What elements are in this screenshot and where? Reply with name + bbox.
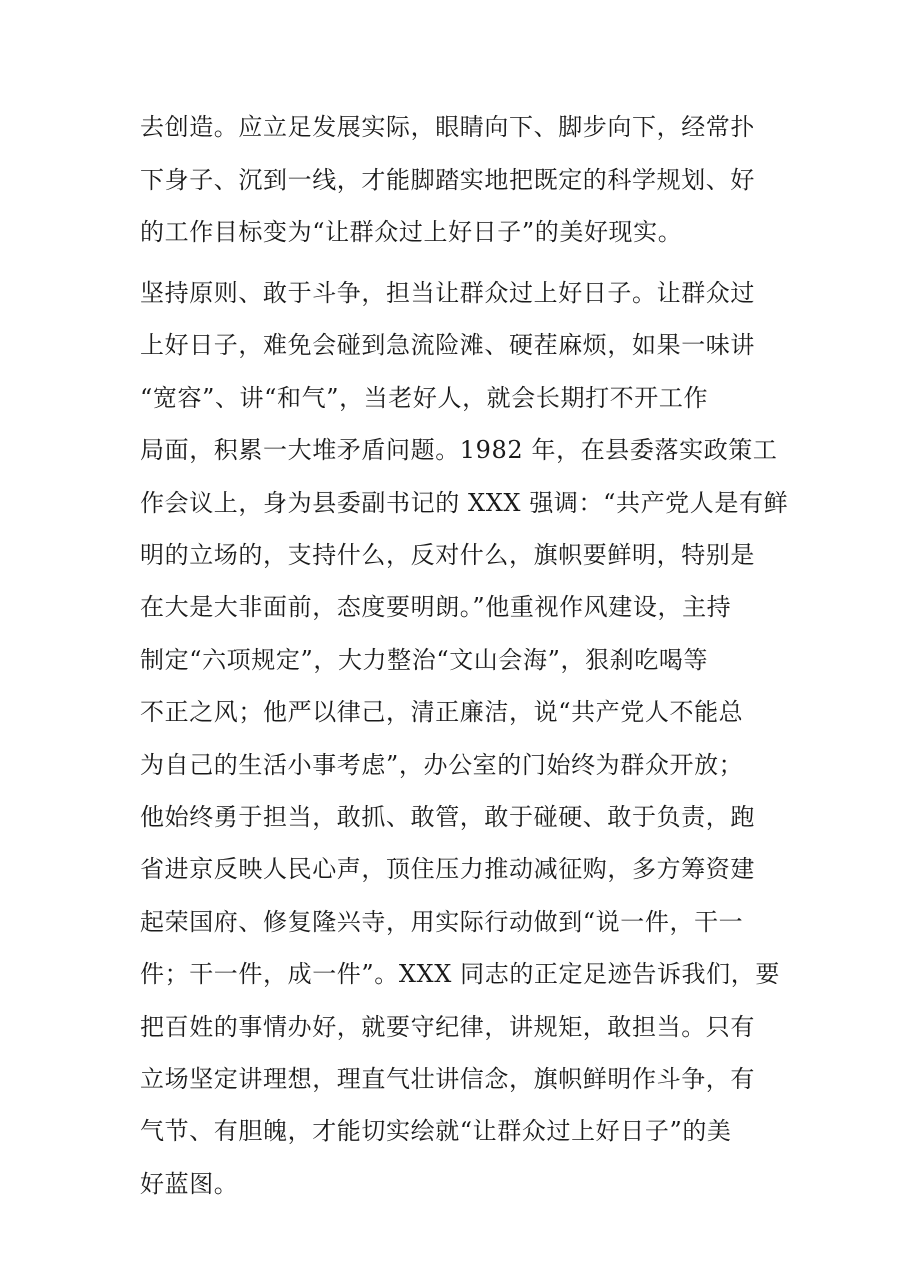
text-line: 好蓝图。	[140, 1170, 239, 1198]
text-line: 他始终勇于担当，敢抓、敢管，敢于碰硬、敢于负责，跑	[140, 803, 755, 831]
text-line: “宽容”、讲“和气”，当老好人，就会长期打不开工作	[140, 384, 709, 412]
text-line: 件；干一件，成一件”。XXX 同志的正定足迹告诉我们，要	[140, 960, 780, 988]
text-line: 的工作目标变为“让群众过上好日子”的美好现实。	[140, 218, 683, 246]
text-line: 立场坚定讲理想，理直气壮讲信念，旗帜鲜明作斗争，有	[140, 1065, 755, 1093]
text-line: 起荣国府、修复隆兴寺，用实际行动做到“说一件，干一	[140, 908, 744, 936]
text-line: 省进京反映人民心声，顶住压力推动减征购，多方筹资建	[140, 855, 755, 883]
text-line: 为自己的生活小事考虑”，办公室的门始终为群众开放；	[140, 751, 744, 779]
text-line: 制定“六项规定”，大力整治“文山会海”，狠刹吃喝等	[140, 646, 709, 674]
text-line: 在大是大非面前，态度要明朗。”他重视作风建设，主持	[140, 593, 732, 621]
text-line: 作会议上，身为县委副书记的 XXX 强调：“共产党人是有鲜	[140, 489, 789, 517]
text-line: 坚持原则、敢于斗争，担当让群众过上好日子。让群众过	[140, 279, 755, 307]
text-line: 下身子、沉到一线，才能脚踏实地把既定的科学规划、好	[140, 166, 755, 194]
text-line: 明的立场的，支持什么，反对什么，旗帜要鲜明，特别是	[140, 541, 755, 569]
text-line: 去创造。应立足发展实际，眼睛向下、脚步向下，经常扑	[140, 113, 755, 141]
text-line: 不正之风；他严以律己，清正廉洁，说“共产党人不能总	[140, 698, 744, 726]
text-line: 把百姓的事情办好，就要守纪律，讲规矩，敢担当。只有	[140, 1013, 755, 1041]
text-line: 上好日子，难免会碰到急流险滩、硬茬麻烦，如果一味讲	[140, 331, 755, 359]
text-line: 局面，积累一大堆矛盾问题。1982 年，在县委落实政策工	[140, 436, 778, 464]
text-line: 气节、有胆魄，才能切实绘就“让群众过上好日子”的美	[140, 1117, 732, 1145]
